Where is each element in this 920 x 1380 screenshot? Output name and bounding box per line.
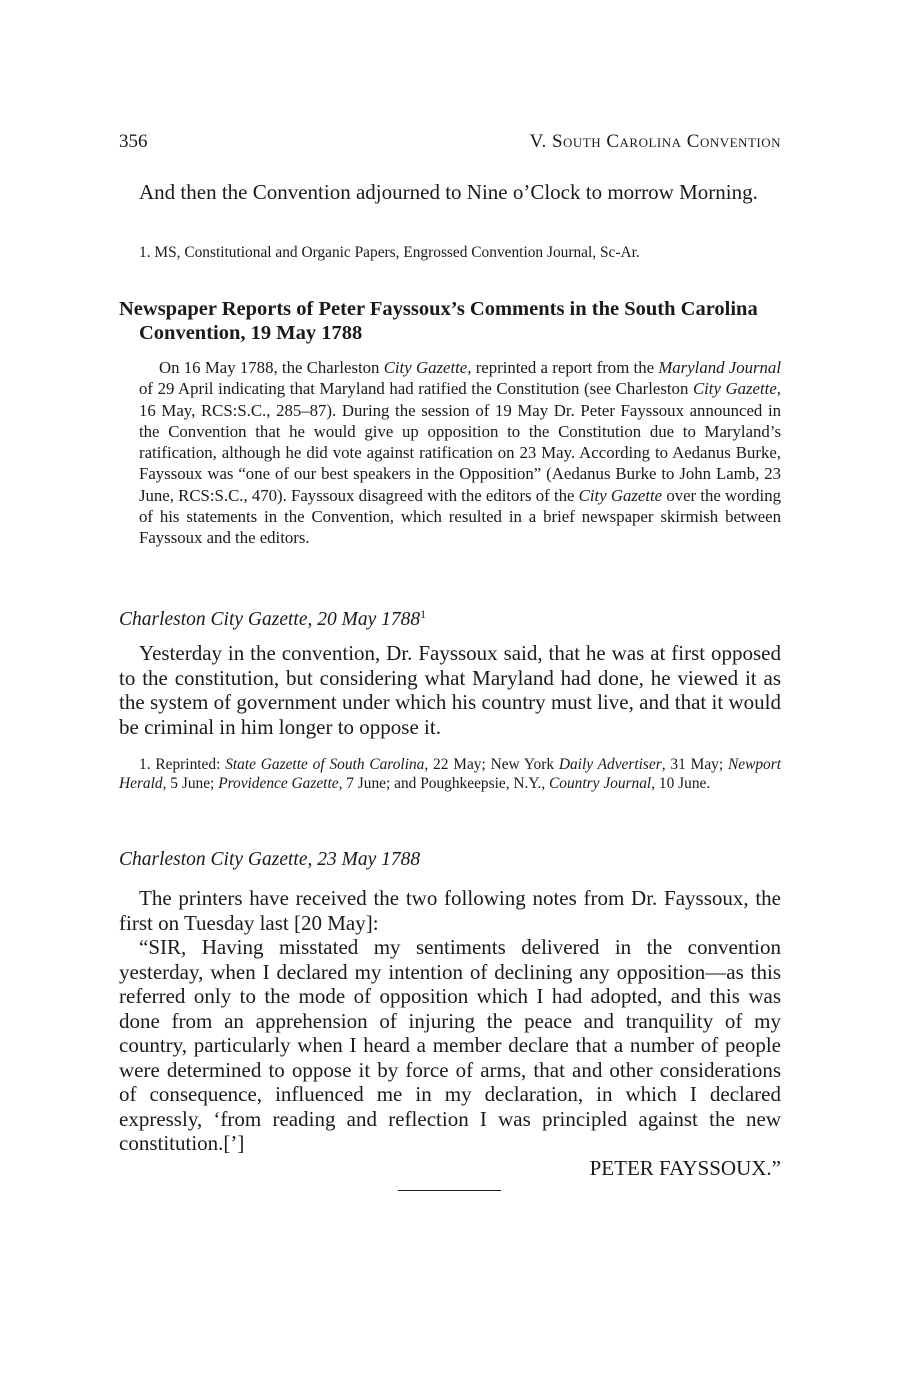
opening-footnote-text: 1. MS, Constitutional and Organic Papers, Engrossed Convention Journal, Sc-Ar. xyxy=(139,244,640,261)
footnote-text: , 10 June. xyxy=(651,775,711,792)
article-heading: Newspaper Reports of Peter Fayssoux’s Comments in the South Carolina Convention, 19 May 1788 xyxy=(119,298,758,344)
section-title: V. South Carolina Convention xyxy=(529,131,781,152)
gazette-20-may-footnote xyxy=(119,755,781,793)
section-end-rule xyxy=(398,1190,501,1191)
intro-title-city-gazette: City Gazette xyxy=(578,485,663,505)
intro-text: On 16 May 1788, the Charleston xyxy=(159,358,384,377)
intro-title-city-gazette: City Gazette xyxy=(383,358,468,377)
intro-text: of 29 April indicating that Maryland had ratified the Constitution (see Charleston xyxy=(139,379,693,399)
footnote-text: , 5 June; xyxy=(162,775,219,792)
footnote-text: 1. Reprinted: xyxy=(139,756,226,773)
footnote-text: , 22 May; New York xyxy=(424,756,559,773)
subhead-23-may: Charleston City Gazette, 23 May 1788 xyxy=(119,849,421,870)
intro-text: over the wording of his statements in the Convention, which resulted in a brief newspaper skirmish between Fayssoux and the editors. xyxy=(139,485,781,548)
article-intro xyxy=(139,357,781,549)
footnote-text: , 31 May; xyxy=(661,756,728,773)
footnote-marker: 1 xyxy=(420,607,427,621)
intro-title-city-gazette: City Gazette xyxy=(692,379,777,399)
opening-paragraph: And then the Convention adjourned to Nine o’Clock to morrow Morning. xyxy=(139,180,758,204)
signature: PETER FAYSSOUX.” xyxy=(589,1155,781,1180)
page-number: 356 xyxy=(119,131,148,152)
footnote-title: Providence Gazette xyxy=(218,775,339,792)
gazette-23-may-body xyxy=(119,886,781,1180)
intro-title-maryland-journal: Maryland Journal xyxy=(658,358,781,377)
gazette-20-may-paragraph: Yesterday in the convention, Dr. Fayssoux said, that he was at first opposed to the constitution, but considering what Maryland had done, he viewed it as the system of government under which his country must live, and that it would be criminal in him longer to oppose it. xyxy=(119,641,781,739)
footnote-title: State Gazette of South Carolina xyxy=(225,756,425,773)
footnote-text: , 7 June; and Poughkeepsie, N.Y., xyxy=(338,775,550,792)
footnote-title: Country Journal xyxy=(549,775,652,792)
gazette-23-may-paragraph-1: The printers have received the two following notes from Dr. Fayssoux, the first on Tuesday last [20 May]: xyxy=(119,886,781,935)
intro-text: , reprinted a report from the xyxy=(467,358,659,377)
footnote-title: Daily Advertiser xyxy=(558,756,662,773)
footnote-title: Newport Herald xyxy=(119,756,781,792)
intro-text: , 16 May, RCS:S.C., 285–87). During the session of 19 May Dr. Peter Fayssoux announced in the Convention that he would give up opposition to the Constitution due to Maryland’s ratification, although he did vote against ratification on 23 May. According to Aedanus Burke, Fayssoux was “one of our best speakers in the Opposition” (Aedanus Burke to John Lamb, 23 June, RCS:S.C., 470). Fayssoux disagreed with the editors of the xyxy=(139,379,781,505)
subhead-20-may xyxy=(119,602,781,632)
gazette-23-may-letter: “SIR, Having misstated my sentiments delivered in the convention yesterday, when I declared my intention of declining any opposition—as this referred only to the mode of opposition which I had adopted, and this was done from an apprehension of injuring the peace and tranquility of my country, particularly when I heard a member declare that a number of people were determined to oppose it by force of arms, that and other considerations of consequence, influenced me in my declaration, in which I declared expressly, ‘from reading and reflection I was principled against the new constitution.[’] xyxy=(119,935,781,1155)
subhead-20-may-text: Charleston City Gazette, 20 May 1788 xyxy=(119,609,421,630)
opening-footnote xyxy=(119,243,781,262)
